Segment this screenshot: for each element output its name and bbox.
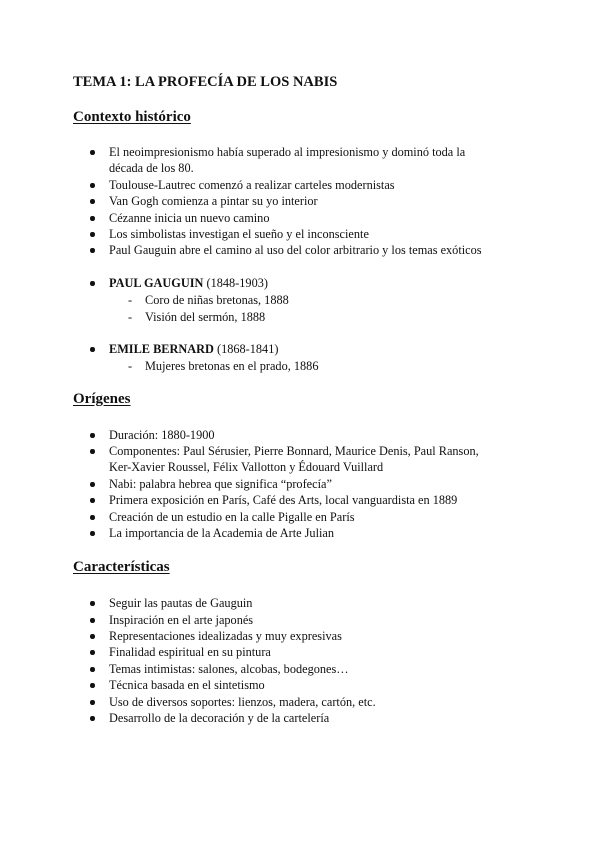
heading-origenes: Orígenes — [73, 391, 131, 407]
artist-name: PAUL GAUGUIN — [109, 276, 204, 290]
list-item-text: Técnica basada en el sintetismo — [109, 678, 265, 692]
dash-marker: - — [128, 310, 133, 324]
artist-name: EMILE BERNARD — [109, 342, 214, 356]
artist-text — [109, 341, 278, 357]
list-item-continuation: década de los 80. — [109, 161, 194, 175]
list-item-text: Creación de un estudio en la calle Pigalle en París — [109, 510, 355, 524]
list-item-text: Desarrollo de la decoración y de la cartelería — [109, 711, 330, 725]
heading-contexto-historico: Contexto histórico — [73, 109, 191, 125]
list-item-text: Los simbolistas investigan el sueño y el inconsciente — [109, 227, 369, 241]
dash-marker: - — [128, 293, 133, 307]
artist-dates: (1848-1903) — [206, 276, 268, 290]
list-item-text: Van Gogh comienza a pintar su yo interior — [109, 194, 318, 208]
list-item-text: Toulouse-Lautrec comenzó a realizar carteles modernistas — [109, 178, 395, 192]
list-item-text: Representaciones idealizadas y muy expresivas — [109, 629, 342, 643]
list-item-continuation: Ker-Xavier Roussel, Félix Vallotton y Édouard Vuillard — [109, 460, 384, 474]
list-item-text: Temas intimistas: salones, alcobas, bodegones… — [109, 662, 349, 676]
artist-text — [109, 275, 268, 291]
list-item-text: Nabi: palabra hebrea que significa “profecía” — [109, 477, 332, 491]
list-item-text: Componentes: Paul Sérusier, Pierre Bonnard, Maurice Denis, Paul Ranson, — [109, 444, 479, 458]
work-title: Coro de niñas bretonas, 1888 — [145, 293, 289, 307]
list-item-text: Uso de diversos soportes: lienzos, madera, cartón, etc. — [109, 695, 376, 709]
list-item-text: Seguir las pautas de Gauguin — [109, 596, 253, 610]
document-title: TEMA 1: LA PROFECÍA DE LOS NABIS — [73, 74, 338, 90]
list-item-text: Paul Gauguin abre el camino al uso del color arbitrario y los temas exóticos — [109, 243, 482, 257]
list-item-text: Duración: 1880-1900 — [109, 428, 215, 442]
dash-marker: - — [128, 359, 133, 373]
work-title: Mujeres bretonas en el prado, 1886 — [145, 359, 319, 373]
work-title: Visión del sermón, 1888 — [145, 310, 266, 324]
list-item-text: Finalidad espiritual en su pintura — [109, 645, 271, 659]
list-item-text: Cézanne inicia un nuevo camino — [109, 211, 270, 225]
artist-dates: (1868-1841) — [216, 342, 279, 356]
list-item-text: Inspiración en el arte japonés — [109, 613, 254, 627]
heading-caracteristicas: Características — [73, 559, 170, 575]
list-item-text: El neoimpresionismo había superado al impresionismo y dominó toda la — [109, 145, 466, 159]
list-item-text: Primera exposición en París, Café des Arts, local vanguardista en 1889 — [109, 493, 458, 507]
list-item-text: La importancia de la Academia de Arte Julian — [109, 526, 335, 540]
